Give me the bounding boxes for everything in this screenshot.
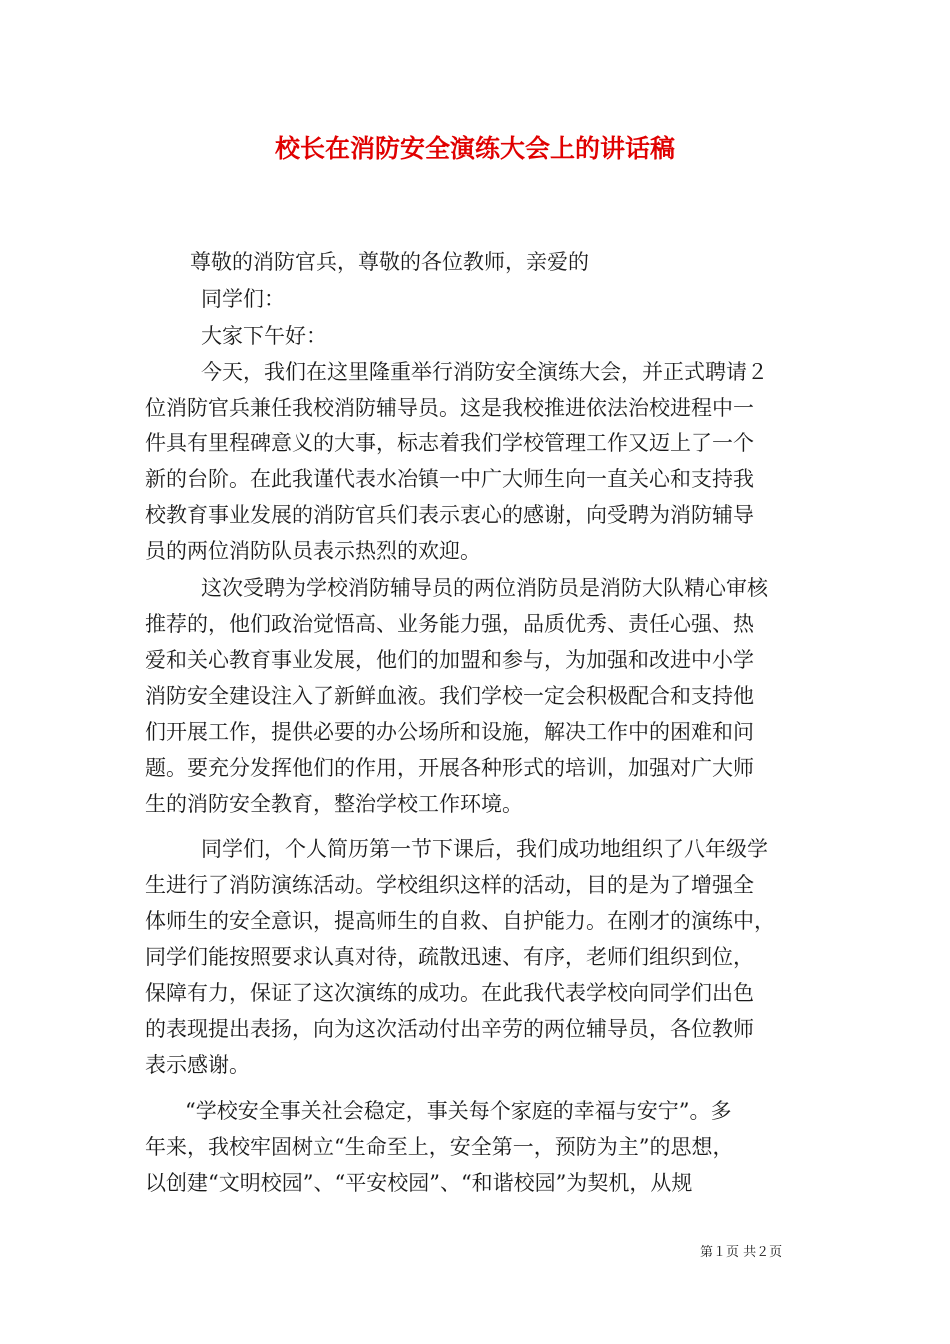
paragraph-line: 今天，我们在这里隆重举行消防安全演练大会，并正式聘请２ [201, 360, 768, 384]
paragraph-line: “学校安全事关社会稳定，事关每个家庭的幸福与安宁”。多 [185, 1099, 732, 1123]
paragraph-line: 同学们，个人简历第一节下课后，我们成功地组织了八年级学 [201, 837, 768, 861]
page-number: 第１页 共２页 [700, 1245, 783, 1260]
paragraph-line: 同学们能按照要求认真对待，疏散迅速、有序，老师们组织到位， [145, 945, 754, 969]
paragraph-line: 年来，我校牢固树立“生命至上，安全第一，预防为主”的思想， [145, 1135, 734, 1159]
paragraph-line: 体师生的安全意识，提高师生的自救、自护能力。在刚才的演练中， [145, 909, 775, 933]
greeting-line: 大家下午好： [201, 324, 327, 348]
paragraph-line: 新的台阶。在此我谨代表水冶镇一中广大师生向一直关心和支持我 [145, 467, 754, 491]
paragraph-line: 生进行了消防演练活动。学校组织这样的活动，目的是为了增强全 [145, 873, 754, 897]
paragraph-line: 推荐的，他们政治觉悟高、业务能力强，品质优秀、责任心强、热 [145, 612, 754, 636]
paragraph-line: 的表现提出表扬，向为这次活动付出辛劳的两位辅导员，各位教师 [145, 1017, 754, 1041]
document-title: 校长在消防安全演练大会上的讲话稿 [274, 134, 675, 163]
paragraph-line: 员的两位消防队员表示热烈的欢迎。 [145, 539, 481, 563]
paragraph-line: 爱和关心教育事业发展，他们的加盟和参与，为加强和改进中小学 [145, 648, 754, 672]
paragraph-line: 表示感谢。 [145, 1053, 250, 1077]
paragraph-line: 校教育事业发展的消防官兵们表示衷心的感谢，向受聘为消防辅导 [145, 503, 754, 527]
greeting-line: 尊敬的消防官兵，尊敬的各位教师，亲爱的 [190, 250, 589, 274]
paragraph-line: 们开展工作，提供必要的办公场所和设施，解决工作中的困难和问 [145, 720, 754, 744]
greeting-line: 同学们： [201, 287, 285, 311]
paragraph-line: 这次受聘为学校消防辅导员的两位消防员是消防大队精心审核 [201, 576, 768, 600]
paragraph-line: 位消防官兵兼任我校消防辅导员。这是我校推进依法治校进程中一 [145, 396, 754, 420]
paragraph-line: 以创建“文明校园”、“平安校园”、“和谐校园”为契机，从规 [145, 1171, 693, 1195]
paragraph-line: 生的消防安全教育，整治学校工作环境。 [145, 792, 523, 816]
paragraph-line: 题。要充分发挥他们的作用，开展各种形式的培训，加强对广大师 [145, 756, 754, 780]
paragraph-line: 保障有力，保证了这次演练的成功。在此我代表学校向同学们出色 [145, 981, 754, 1005]
paragraph-line: 消防安全建设注入了新鲜血液。我们学校一定会积极配合和支持他 [145, 684, 754, 708]
paragraph-line: 件具有里程碑意义的大事，标志着我们学校管理工作又迈上了一个 [145, 431, 754, 455]
